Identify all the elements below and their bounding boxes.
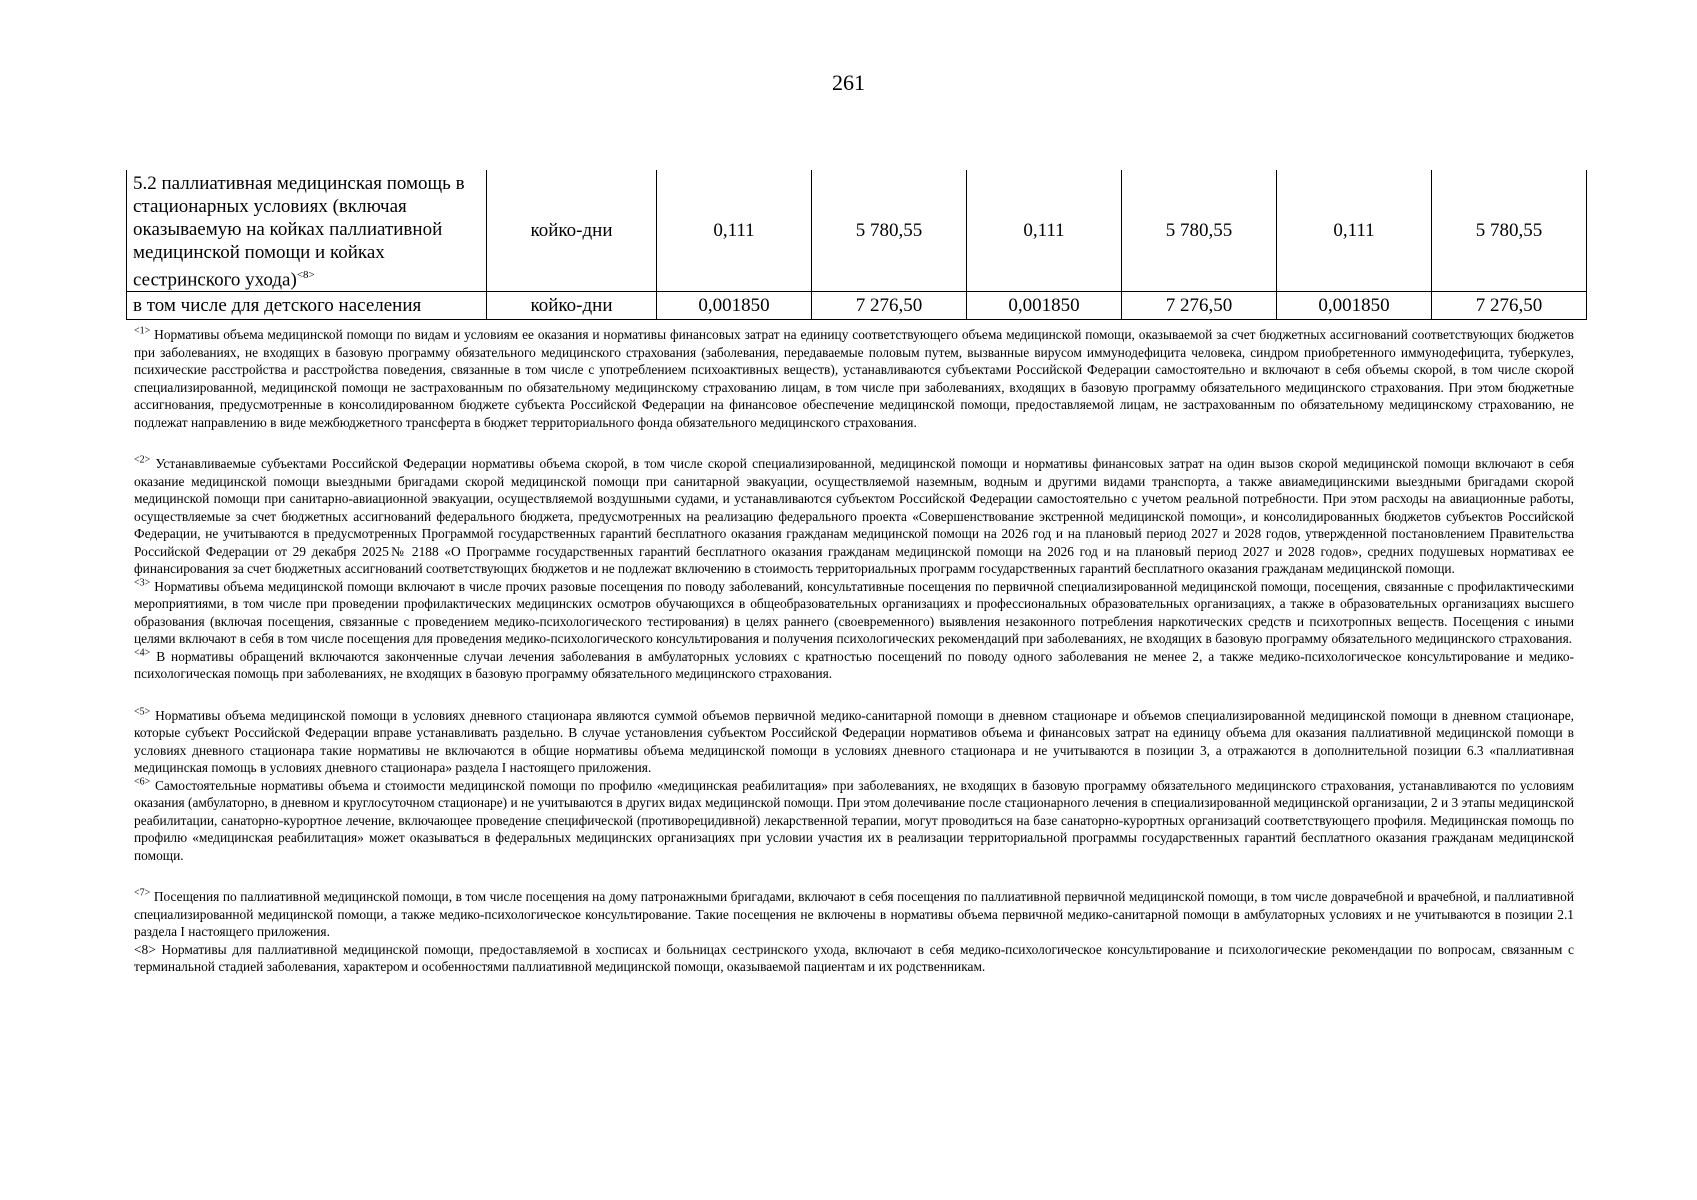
unit-cell: койко-дни — [487, 292, 657, 320]
footnote-mark: <3> — [134, 577, 151, 589]
value-cell: 0,111 — [967, 170, 1122, 292]
footnotes — [134, 326, 1574, 976]
value-cell: 5 780,55 — [1122, 170, 1277, 292]
norms-table — [126, 170, 1587, 320]
row-label — [127, 170, 487, 292]
row-label: в том числе для детского населения — [127, 292, 487, 320]
footnote-mark: <4> — [134, 647, 151, 659]
footnote-6 — [134, 777, 1574, 865]
row-label-text: 5.2 паллиативная медицинская помощь в стационарных условиях (включая оказываемую на койках паллиативной медицинской помощи и койках сестринского ухода) — [133, 173, 465, 291]
value-cell: 7 276,50 — [1122, 292, 1277, 320]
footnote-text: Нормативы объема медицинской помощи включают в числе прочих разовые посещения по поводу заболеваний, консультативные посещения по первичной специализированной медицинской помощи, посещения, связанные с профилактическими мероприятиями, в том числе при проведении профилактических медицинских осмотров обучающихся в общеобразовательных организациях и профессиональных образовательных организациях, а также в образовательных организациях высшего образования (включая посещения, связанные с проведением медико-психологического тестирования) в целях раннего (своевременного) выявления незаконного потребления наркотических средств и психотропных веществ. Посещения с иными целями включают в себя в том числе посещения для проведения медико-психологического консультирования и получения психологических рекомендаций при заболеваниях, не входящих в базовую программу обязательного медицинского страхования. — [134, 578, 1574, 646]
table-row — [127, 170, 1587, 292]
value-cell: 7 276,50 — [1432, 292, 1587, 320]
footnote-text: Устанавливаемые субъектами Российской Федерации нормативы объема скорой, в том числе скорой специализированной, медицинской помощи и нормативы финансовых затрат на один вызов скорой медицинской помощи включают в себя оказание медицинской помощи выездными бригадами скорой медицинской помощи при санитарной эвакуации, осуществляемой наземным, водным и другими видами транспорта, а также авиамедицинскими выездными бригадами скорой медицинской помощи при санитарно-авиационной эвакуации, осуществляемой воздушными судами, и устанавливаются субъектом Российской Федерации самостоятельно с учетом реальной потребности. При этом расходы на авиационные работы, осуществляемые за счет бюджетных ассигнований федерального бюджета, предусмотренных на реализацию федерального проекта «Совершенствование экстренной медицинской помощи», и консолидированных бюджетов субъектов Российской Федерации, не учитываются в предусмотренных Программой государственных гарантий бесплатного оказания гражданам медицинской помощи на 2026 год и на плановый период 2027 и 2028 годов, утвержденной постановлением Правительства Российской Федерации от 29 декабря 2025№ 2188 «О Программе государственных гарантий бесплатного оказания гражданам медицинской помощи на 2026 год и на плановый период 2027 и 2028 годов», средних подушевых нормативах ее финансирования за счет бюджетных ассигнований соответствующих бюджетов и не подлежат включению в стоимость территориальных программ государственных гарантий бесплатного оказания гражданам медицинской помощи. — [134, 456, 1574, 576]
page-number: 261 — [832, 70, 865, 95]
value-cell: 5 780,55 — [812, 170, 967, 292]
footnote-2 — [134, 455, 1574, 578]
footnote-mark: <2> — [134, 454, 151, 466]
footnote-mark: <6> — [134, 776, 151, 788]
footnote-1 — [134, 326, 1574, 431]
value-cell: 0,001850 — [967, 292, 1122, 320]
unit-cell: койко-дни — [487, 170, 657, 292]
footnote-text: Самостоятельные нормативы объема и стоимости медицинской помощи по профилю «медицинская реабилитация» при заболеваниях, не входящих в базовую программу обязательного медицинского страхования, устанавливаются по условиям оказания (амбулаторно, в дневном и круглосуточном стационаре) и не учитываются в других видах медицинской помощи. При этом долечивание после стационарного лечения в специализированной медицинской организации, 2 и 3 этапы медицинской реабилитации, санаторно-курортное лечение, включающее проведение специфической (противорецидивной) лекарственной терапии, могут проводиться на базе санаторно-курортных организаций соответствующего профиля. Медицинская помощь по профилю «медицинская реабилитация» может оказываться в федеральных медицинских организациях при условии участия их в реализации территориальной программы государственных гарантий бесплатного оказания гражданам медицинской помощи. — [134, 777, 1574, 863]
footnote-7 — [134, 888, 1574, 941]
table-row — [127, 292, 1587, 320]
footnote-text: Нормативы для паллиативной медицинской помощи, предоставляемой в хосписах и больницах сестринского ухода, включают в себя медико-психологическое консультирование и психологические рекомендации по вопросам, связанным с терминальной стадией заболевания, характером и особенностями паллиативной медицинской помощи, оказываемой пациентам и их родственникам. — [134, 941, 1574, 974]
value-cell: 0,111 — [1277, 170, 1432, 292]
footnote-5 — [134, 707, 1574, 777]
footnote-text: Нормативы объема медицинской помощи в условиях дневного стационара являются суммой объемов первичной медико-санитарной помощи в дневном стационаре и объемов специализированной медицинской помощи в дневном стационаре, которые субъект Российской Федерации вправе устанавливать раздельно. В случае установления субъектом Российской Федерации нормативов объема и финансовых затрат на единицу объема для оказания паллиативной медицинской помощи в условиях дневного стационара такие нормативы не включаются в общие нормативы объема медицинской помощи в условиях дневного стационара и не учитываются в позиции 3, а отражаются в дополнительной позиции 6.3 «паллиативная медицинская помощь в условиях дневного стационара» раздела I настоящего приложения. — [134, 707, 1574, 775]
value-cell: 7 276,50 — [812, 292, 967, 320]
value-cell: 0,001850 — [657, 292, 812, 320]
value-cell: 0,111 — [657, 170, 812, 292]
footnote-8 — [134, 941, 1574, 976]
footnote-mark: <5> — [134, 706, 151, 718]
value-cell: 5 780,55 — [1432, 170, 1587, 292]
footnote-text: Нормативы объема медицинской помощи по видам и условиям ее оказания и нормативы финансовых затрат на единицу соответствующего объема медицинской помощи, оказываемой за счет бюджетных ассигнований соответствующих бюджетов при заболеваниях, не входящих в базовую программу обязательного медицинского страхования (заболевания, передаваемые половым путем, вызванные вирусом иммунодефицита человека, синдром приобретенного иммунодефицита, туберкулез, психические расстройства и расстройства поведения, связанные в том числе с употреблением психоактивных веществ), устанавливаются субъектами Российской Федерации самостоятельно и включают в себя объемы скорой, в том числе скорой специализированной, медицинской помощи не застрахованным по обязательному медицинскому страхованию лицам, в том числе при заболеваниях, входящих в базовую программу обязательного медицинского страхования. При этом бюджетные ассигнования, предусмотренные в консолидированном бюджете субъекта Российской Федерации на финансовое обеспечение медицинской помощи, предоставляемой лицам, не застрахованным по обязательному медицинскому страхованию, не подлежат направлению в виде межбюджетного трансферта в бюджет территориального фонда обязательного медицинского страхования. — [134, 327, 1574, 430]
value-cell: 0,001850 — [1277, 292, 1432, 320]
footnote-text: Посещения по паллиативной медицинской помощи, в том числе посещения на дому патронажными бригадами, включают в себя посещения по паллиативной первичной медицинской помощи, в том числе доврачебной и врачебной, и паллиативной специализированной медицинской помощи, а также медико-психологическое консультирование. Такие посещения не включены в нормативы объема первичной медико-санитарной помощи в амбулаторных условиях и не учитываются в позиции 2.1 раздела I настоящего приложения. — [134, 889, 1574, 939]
footnote-mark: <7> — [134, 887, 151, 899]
footnote-reference: <8> — [296, 269, 315, 281]
footnote-text: В нормативы обращений включаются законченные случаи лечения заболевания в амбулаторных условиях с кратностью посещений по поводу одного заболевания не менее 2, а также медико-психологическое консультирование и медико-психологическая помощь при заболеваниях, не входящих в базовую программу обязательного медицинского страхования. — [134, 648, 1574, 681]
footnote-3 — [134, 578, 1574, 648]
footnote-4 — [134, 648, 1574, 683]
footnote-mark: <8> — [134, 941, 156, 957]
footnote-mark: <1> — [134, 325, 151, 337]
